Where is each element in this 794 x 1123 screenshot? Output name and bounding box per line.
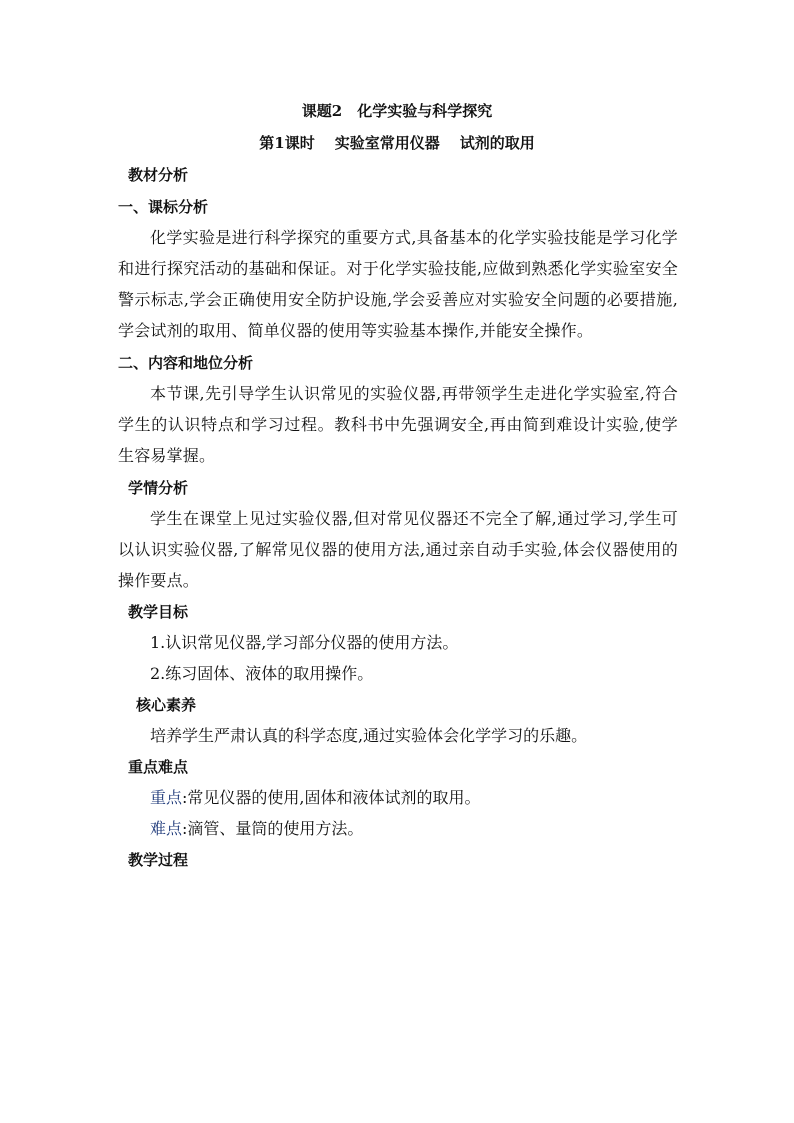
paragraph-students: 学生在课堂上见过实验仪器,但对常见仪器还不完全了解,通过学习,学生可以认识实验仪器,了解常见仪器的使用方法,通过亲自动手实验,体会仪器使用的操作要点。 bbox=[118, 509, 678, 590]
paragraph-literacy: 培养学生严肃认真的科学态度,通过实验体会化学学习的乐趣。 bbox=[150, 726, 588, 745]
lesson-subtitle bbox=[0, 133, 794, 153]
heading-teaching-process: 教学过程 bbox=[128, 851, 189, 869]
key-point-text: :常见仪器的使用,固体和液体试剂的取用。 bbox=[182, 788, 481, 807]
goal-item-2: 2.练习固体、液体的取用操作。 bbox=[150, 664, 374, 683]
difficulty-text: :滴管、量筒的使用方法。 bbox=[182, 819, 364, 838]
heading-teaching-goals: 教学目标 bbox=[128, 603, 189, 621]
subtitle-period: 第1课时 bbox=[259, 134, 315, 152]
heading-content-analysis: 二、内容和地位分析 bbox=[118, 354, 254, 372]
goal-item-1: 1.认识常见仪器,学习部分仪器的使用方法。 bbox=[150, 633, 459, 652]
heading-curriculum-analysis: 一、课标分析 bbox=[118, 198, 209, 216]
heading-core-literacy: 核心素养 bbox=[136, 696, 197, 714]
key-point-label: 重点 bbox=[150, 788, 183, 807]
key-point-line bbox=[150, 787, 481, 809]
heading-textbook-analysis: 教材分析 bbox=[128, 166, 189, 184]
lesson-title: 课题2 化学实验与科学探究 bbox=[301, 102, 493, 120]
paragraph-curriculum: 化学实验是进行科学探究的重要方式,具备基本的化学实验技能是学习化学和进行探究活动的基础和保证。对于化学实验技能,应做到熟悉化学实验室安全警示标志,学会正确使用安全防护设施,学会妥善应对实验安全问题的必要措施,学会试剂的取用、简单仪器的使用等实验基本操作,并能安全操作。 bbox=[118, 228, 678, 340]
subtitle-topic-1: 实验室常用仪器 bbox=[334, 134, 440, 152]
paragraph-content: 本节课,先引导学生认识常见的实验仪器,再带领学生走进化学实验室,符合学生的认识特点和学习过程。教科书中先强调安全,再由简到难设计实验,使学生容易掌握。 bbox=[118, 384, 678, 465]
subtitle-topic-2: 试剂的取用 bbox=[459, 134, 535, 152]
difficulty-label: 难点 bbox=[150, 819, 183, 838]
heading-key-difficulties: 重点难点 bbox=[128, 758, 189, 776]
heading-student-analysis: 学情分析 bbox=[128, 479, 189, 497]
difficulty-line bbox=[150, 818, 363, 840]
